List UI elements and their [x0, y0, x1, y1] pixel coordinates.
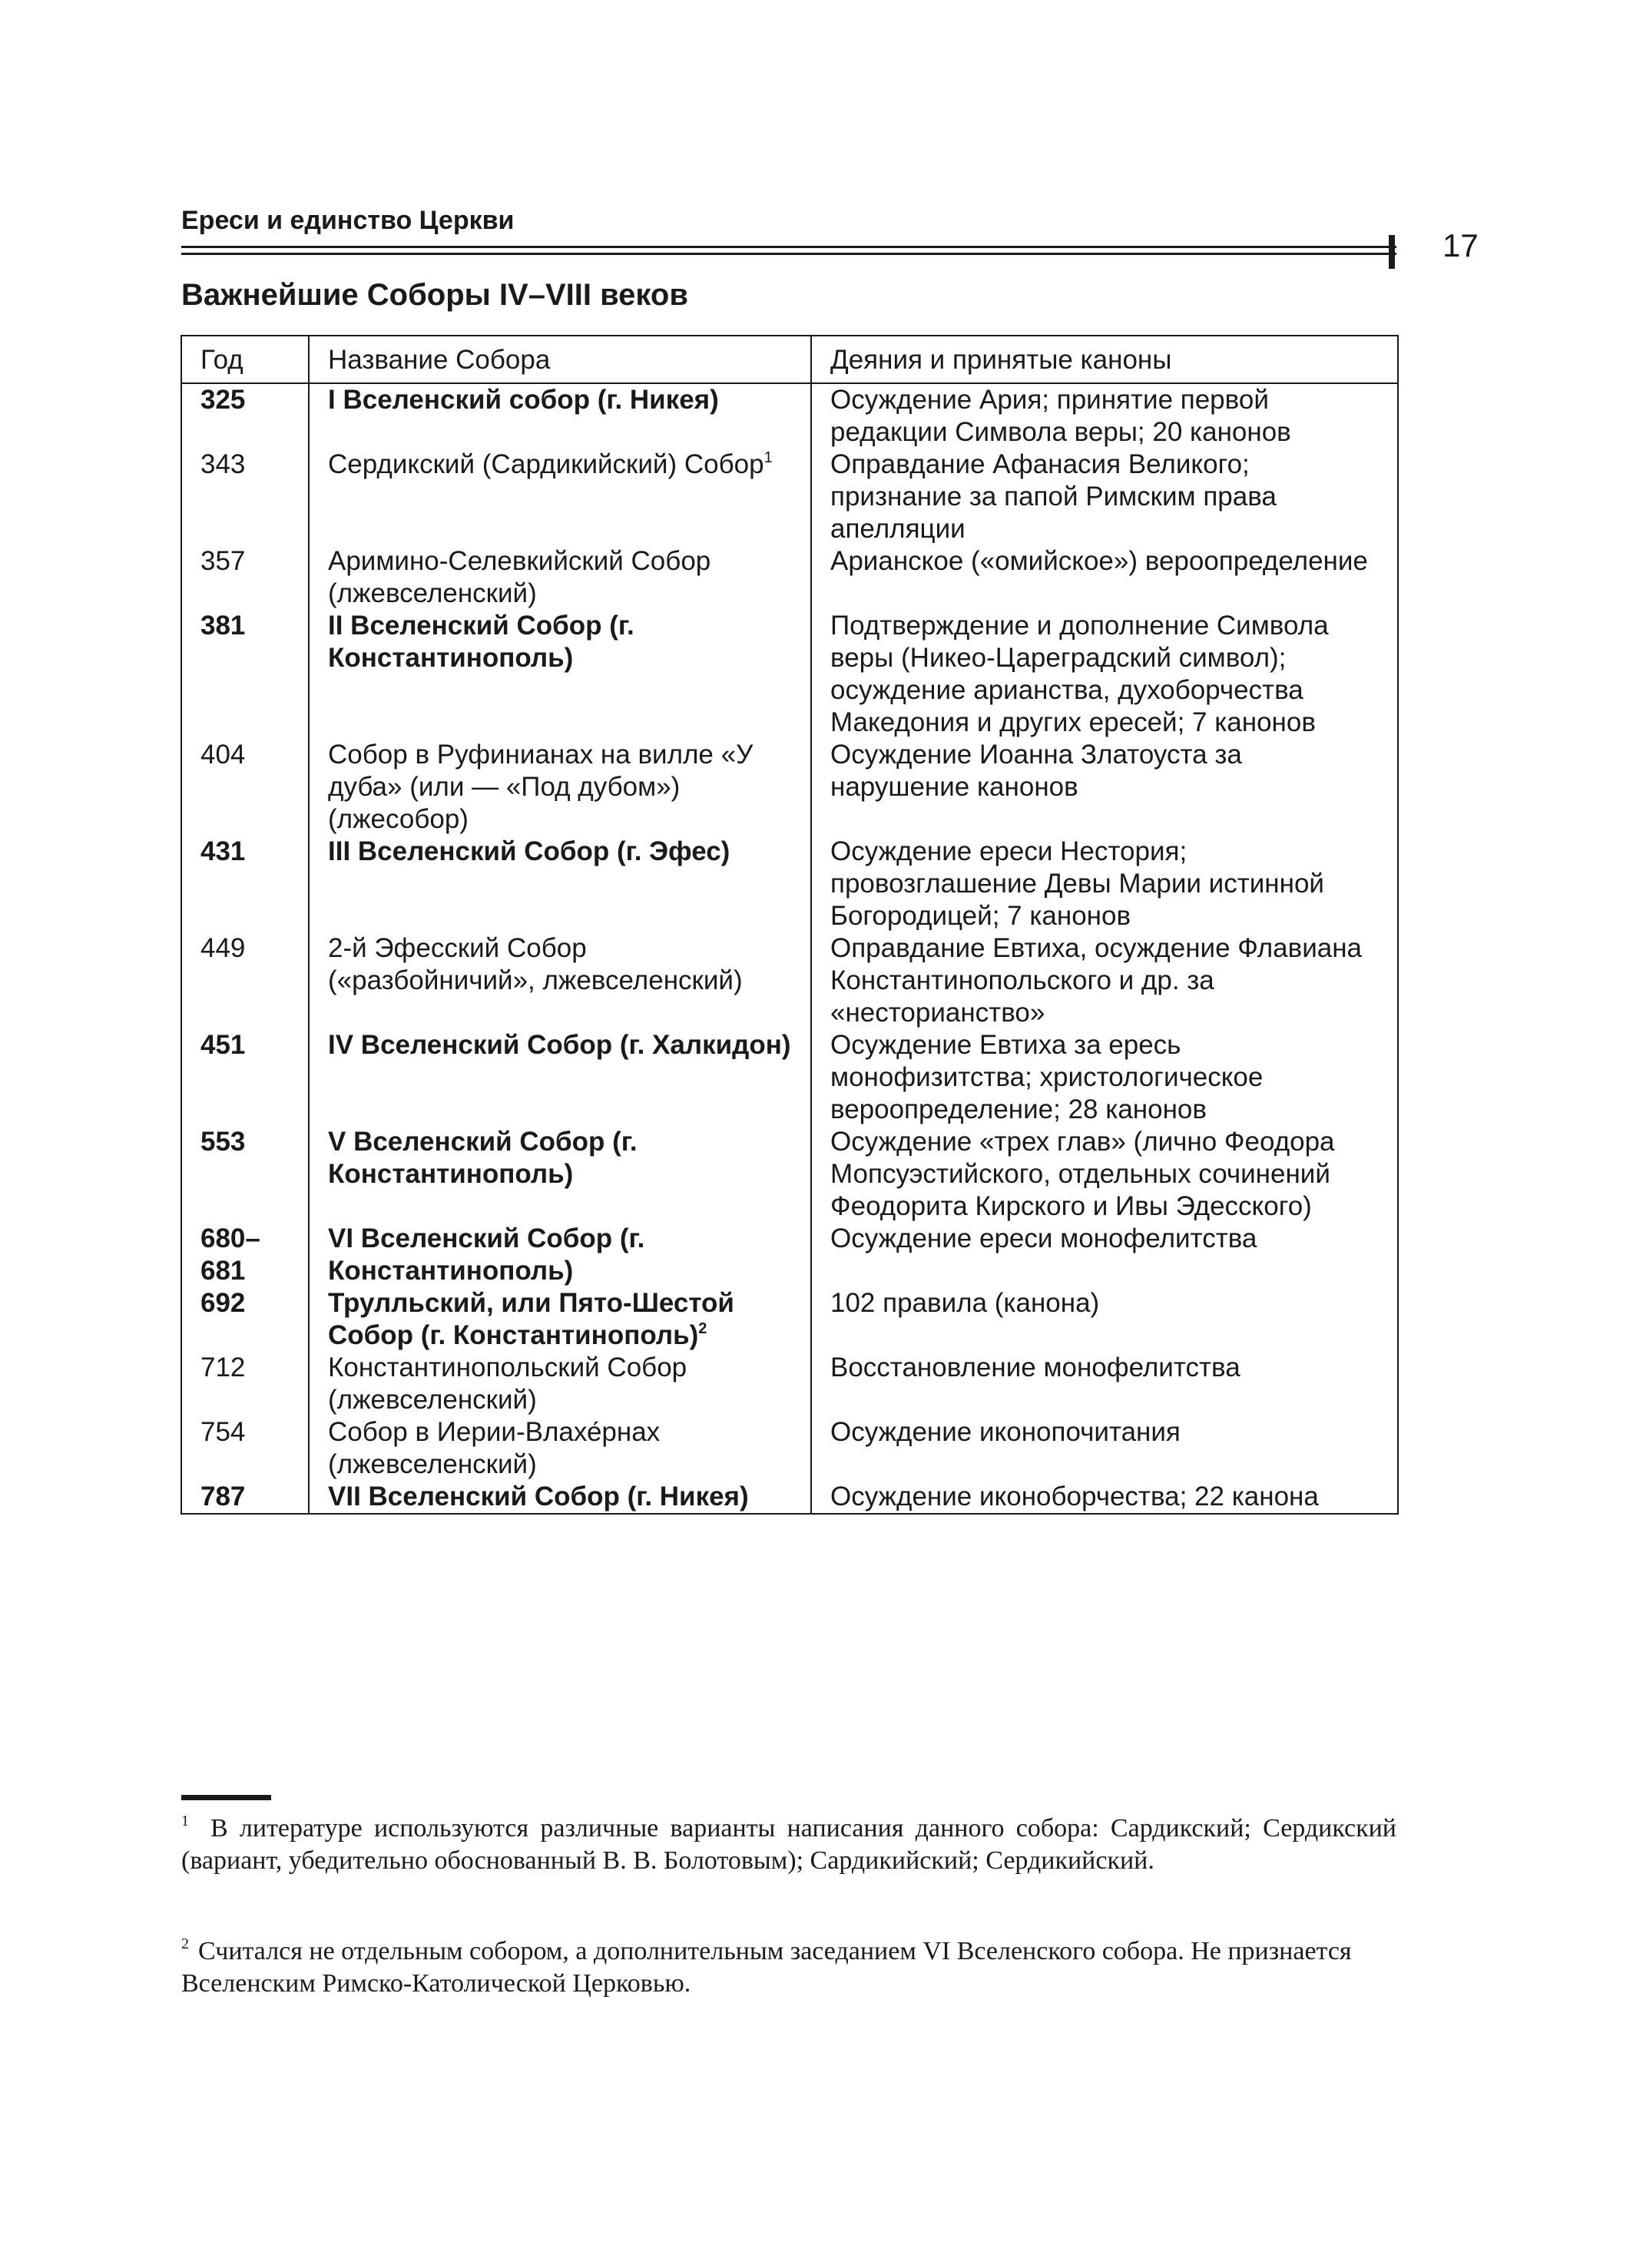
council-name-cell [309, 1126, 811, 1223]
footnote-1 [181, 1813, 1396, 1877]
council-name-cell [309, 1287, 811, 1352]
acts-cell: 102 правила (канона) [811, 1287, 1398, 1352]
table-row [181, 449, 1398, 545]
council-name-cell [309, 836, 811, 932]
running-head: Ереси и единство Церкви [181, 206, 515, 235]
acts-cell: Осуждение ереси монофелитства [811, 1223, 1398, 1287]
year-cell: 692 [181, 1287, 309, 1352]
table-row [181, 1416, 1398, 1481]
year-cell: 451 [181, 1029, 309, 1126]
year-cell: 787 [181, 1481, 309, 1514]
council-name: II Вселенский Собор (г. Константинополь) [328, 611, 634, 673]
table-row [181, 1481, 1398, 1514]
council-name-cell [309, 1352, 811, 1416]
council-name-cell [309, 449, 811, 545]
table-row [181, 932, 1398, 1029]
acts-cell: Оправдание Афанасия Великого; признание за папой Римским права апелляции [811, 449, 1398, 545]
header-rule-end-bar [1389, 235, 1395, 269]
footnote-separator [181, 1795, 271, 1800]
council-name-cell [309, 932, 811, 1029]
acts-cell: Осуждение «трех глав» (лично Феодора Мопсуэстийского, отдельных сочинений Феодорита Кирского и Ивы Эдесского) [811, 1126, 1398, 1223]
council-name-cell [309, 1481, 811, 1514]
table-row [181, 1352, 1398, 1416]
acts-cell: Восстановление монофелитства [811, 1352, 1398, 1416]
acts-cell: Подтверждение и дополнение Символа веры (Никео-Цареградский символ); осуждение арианства, духоборчества Македония и других ересей; 7 канонов [811, 610, 1398, 739]
year-cell: 449 [181, 932, 309, 1029]
council-name: VI Вселенский Собор (г. Константинополь) [328, 1223, 645, 1286]
year-cell: 381 [181, 610, 309, 739]
council-name: 2-й Эфесский Собор («разбойничий», лжевселенский) [328, 933, 743, 995]
table-row [181, 836, 1398, 932]
council-name-cell [309, 383, 811, 449]
table-title: Важнейшие Соборы IV–VIII веков [181, 278, 688, 312]
acts-cell: Оправдание Евтиха, осуждение Флавиана Константинопольского и др. за «несторианство» [811, 932, 1398, 1029]
column-header-acts: Деяния и принятые каноны [811, 336, 1398, 383]
table-row [181, 545, 1398, 610]
table-row [181, 1029, 1398, 1126]
year-cell: 343 [181, 449, 309, 545]
council-name: Аримино-Селевкийский Собор (лжевселенский) [328, 546, 711, 608]
year-cell: 325 [181, 383, 309, 449]
acts-cell: Осуждение Иоанна Златоуста за нарушение канонов [811, 739, 1398, 836]
footnote-ref: 1 [764, 449, 773, 466]
council-name: Собор в Иерии-Влахе́рнах (лжевселенский) [328, 1417, 661, 1479]
acts-cell: Осуждение Евтиха за ересь монофизитства; христологическое вероопределение; 28 канонов [811, 1029, 1398, 1126]
year-cell: 357 [181, 545, 309, 610]
footnote-text: Считался не отдельным собором, а дополнительным заседанием VI Вселенского собора. Не признается Вселенским Римско-Католической Церковью. [181, 1937, 1352, 1998]
table-row [181, 1223, 1398, 1287]
council-name: III Вселенский Собор (г. Эфес) [328, 836, 730, 866]
table-row [181, 1287, 1398, 1352]
footnote-ref: 2 [698, 1320, 707, 1337]
column-header-name: Название Собора [309, 336, 811, 383]
council-name: IV Вселенский Собор (г. Халкидон) [328, 1030, 791, 1060]
council-name: Константинопольский Собор (лжевселенский) [328, 1353, 687, 1415]
footnote-mark: 2 [181, 1935, 189, 1952]
year-cell: 712 [181, 1352, 309, 1416]
council-name: Трулльский, или Пято-Шестой Собор (г. Константинополь) [328, 1288, 734, 1350]
acts-cell: Осуждение иконоборчества; 22 канона [811, 1481, 1398, 1514]
table-row [181, 1126, 1398, 1223]
councils-table [181, 335, 1399, 1515]
council-name-cell [309, 545, 811, 610]
table-header-row [181, 336, 1398, 383]
council-name: Собор в Руфинианах на вилле «У дуба» (или — «Под дубом») (лжесобор) [328, 740, 754, 834]
council-name-cell [309, 1223, 811, 1287]
year-cell: 553 [181, 1126, 309, 1223]
page-number: 17 [1443, 227, 1479, 263]
table-row [181, 383, 1398, 449]
footnote-mark: 1 [181, 1813, 189, 1829]
acts-cell: Осуждение ереси Нестория; провозглашение Девы Марии истинной Богородицей; 7 канонов [811, 836, 1398, 932]
year-cell: 680–681 [181, 1223, 309, 1287]
council-name-cell [309, 1416, 811, 1481]
acts-cell: Осуждение Ария; принятие первой редакции Символа веры; 20 канонов [811, 383, 1398, 449]
table-row [181, 739, 1398, 836]
acts-cell: Осуждение иконопочитания [811, 1416, 1398, 1481]
acts-cell: Арианское («омийское») вероопределение [811, 545, 1398, 610]
header-rule [181, 246, 1396, 255]
column-header-year: Год [181, 336, 309, 383]
year-cell: 404 [181, 739, 309, 836]
council-name-cell [309, 1029, 811, 1126]
council-name-cell [309, 610, 811, 739]
council-name: V Вселенский Собор (г. Константинополь) [328, 1127, 638, 1189]
council-name: I Вселенский собор (г. Никея) [328, 385, 719, 415]
footnote-text: В литературе используются различные варианты написания данного собора: Сардикский; Сердикский (вариант, убедительно обоснованный В. В. Болотовым); Сардикийский; Сердикийский. [181, 1814, 1396, 1875]
footnote-2 [181, 1935, 1396, 2000]
year-cell: 754 [181, 1416, 309, 1481]
council-name: Сердикский (Сардикийский) Собор [328, 449, 764, 479]
council-name: VII Вселенский Собор (г. Никея) [328, 1482, 749, 1511]
council-name-cell [309, 739, 811, 836]
table-row [181, 610, 1398, 739]
year-cell: 431 [181, 836, 309, 932]
